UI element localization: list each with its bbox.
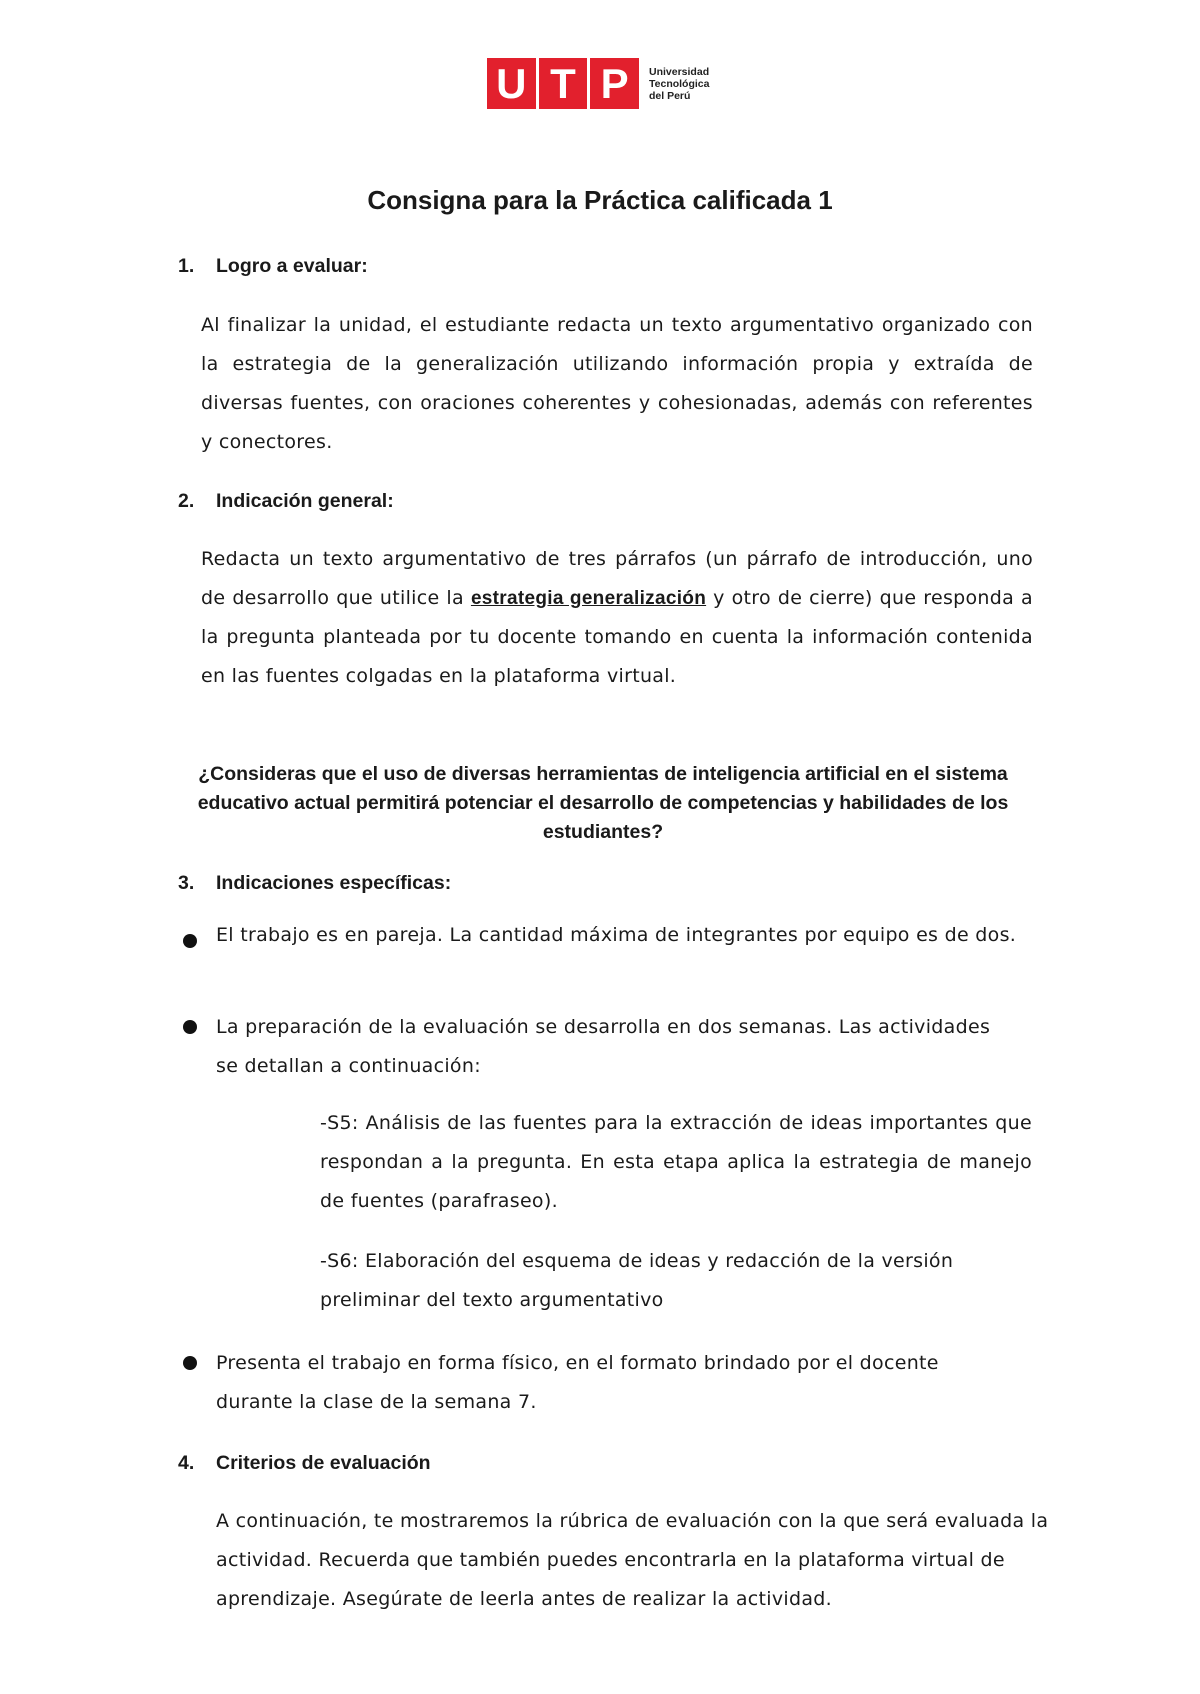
bullet-item: Presenta el trabajo en forma físico, en el formato brindado por el docente durante la clase de la semana 7. <box>216 1352 939 1413</box>
bullet-icon <box>183 934 197 948</box>
section-number: 4. <box>178 1452 195 1474</box>
bullet-icon <box>183 1356 197 1370</box>
logo-letter-u: U <box>496 59 527 107</box>
bullet-item: El trabajo es en pareja. La cantidad máxima de integrantes por equipo es de dos. <box>216 924 1017 946</box>
logo-text <box>649 66 709 102</box>
bullet-item: La preparación de la evaluación se desarrolla en dos semanas. Las actividades se detallan a continuación: <box>216 1016 991 1077</box>
section-3-heading <box>178 870 451 896</box>
section-2-paragraph <box>201 540 1033 696</box>
logo-text-line: Tecnológica <box>649 77 710 90</box>
section-1-heading <box>178 253 368 279</box>
logo-box <box>487 58 639 109</box>
section-4-heading <box>178 1450 431 1476</box>
paragraph-text: Redacta un texto argumentativo de tres párrafos (un párrafo de introducción, uno de desarrollo que utilice la <box>201 548 1033 609</box>
guiding-question: ¿Consideras que el uso de diversas herramientas de inteligencia artificial en el sistema educativo actual permitirá potenciar el desarrollo de competencias y habilidades de los estudiantes? <box>197 763 1009 843</box>
section-title: Indicación general: <box>216 490 394 512</box>
section-number: 2. <box>178 490 195 512</box>
section-4-paragraph: A continuación, te mostraremos la rúbrica de evaluación con la que será evaluada la actividad. Recuerda que también puedes encontrarla en la plataforma virtual de aprendizaje. Asegúrate de leerla antes de realizar la actividad. <box>216 1510 1049 1610</box>
bullet-icon <box>183 1020 197 1034</box>
section-title: Criterios de evaluación <box>216 1452 431 1474</box>
section-title: Logro a evaluar: <box>216 255 368 277</box>
paragraph-text: y otro de cierre) que responda a la pregunta planteada por tu docente tomando en cuenta la información contenida en las fuentes colgadas en la plataforma virtual. <box>201 587 1033 687</box>
emphasis-text: estrategia generalización <box>470 588 707 609</box>
section-number: 1. <box>178 255 195 277</box>
sub-item-s6: -S6: Elaboración del esquema de ideas y redacción de la versión preliminar del texto argumentativo <box>320 1250 954 1311</box>
logo-text-line: Universidad <box>649 65 710 78</box>
section-2-heading <box>178 488 394 514</box>
logo-text-line: del Perú <box>649 89 691 102</box>
page-title: Consigna para la Práctica calificada 1 <box>367 185 833 215</box>
section-1-paragraph: Al finalizar la unidad, el estudiante redacta un texto argumentativo organizado con la estrategia de la generalización utilizando información propia y extraída de diversas fuentes, con oraciones coherentes y cohesionadas, además con referentes y conectores. <box>201 314 1033 453</box>
logo-letter-p: P <box>587 58 639 109</box>
utp-logo <box>487 58 709 109</box>
section-number: 3. <box>178 872 195 894</box>
section-title: Indicaciones específicas: <box>216 872 452 894</box>
sub-item-s5: -S5: Análisis de las fuentes para la extracción de ideas importantes que respondan a la pregunta. En esta etapa aplica la estrategia de manejo de fuentes (parafraseo). <box>320 1112 1032 1212</box>
logo-letter-t: T <box>536 58 588 109</box>
